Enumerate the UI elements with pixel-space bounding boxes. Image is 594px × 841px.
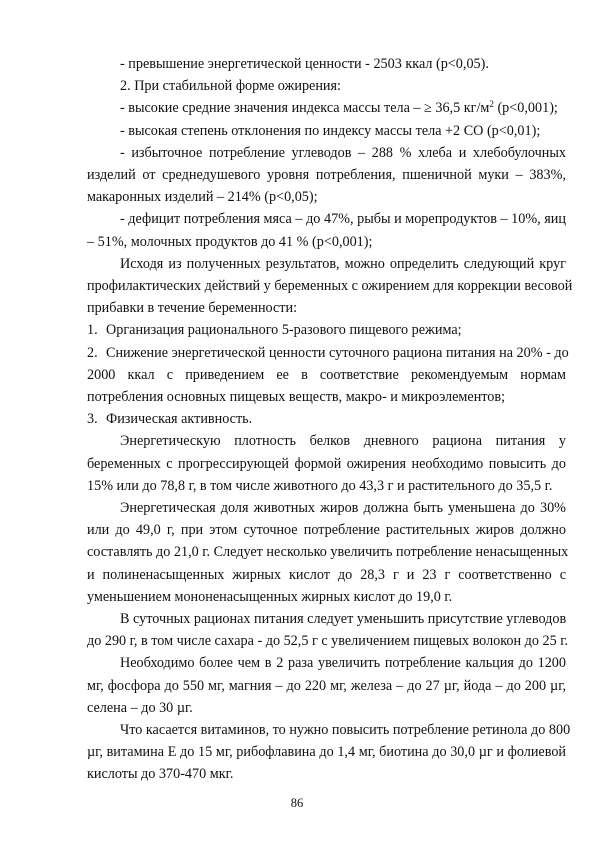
text-line: и полиненасыщенных жирных кислот до 28,3 г и 23 г соответственно с bbox=[87, 566, 566, 583]
text-segment: - высокие средние значения индекса массы тела – ≥ 36,5 кг/м bbox=[120, 100, 490, 117]
text-line: Исходя из полученных результатов, можно определить следующий круг bbox=[120, 255, 566, 272]
text-line: Что касается витаминов, то нужно повысить потребление ретинола до 800 bbox=[120, 722, 571, 738]
text-line: Энергетическая доля животных жиров должна быть уменьшена до 30% bbox=[120, 500, 566, 516]
text-line: прибавки в течение беременности: bbox=[87, 300, 298, 317]
list-item-number: 2. bbox=[87, 344, 98, 361]
text-line: беременных с прогрессирующей формой ожирения необходимо повысить до bbox=[87, 455, 566, 472]
list-item-number: 1. bbox=[87, 322, 98, 339]
list-item-text: Организация рационального 5-разового пищевого режима; bbox=[106, 322, 462, 339]
text-line: – 51%, молочных продуктов до 41 % (p<0,001); bbox=[87, 233, 373, 250]
text-line: В суточных рационах питания следует уменьшить присутствие углеводов bbox=[120, 611, 567, 627]
text-line: µг, витамина Е до 15 мг, рибофлавина до 1,4 мг, биотина до 30,0 µг и фолиевой bbox=[87, 744, 566, 761]
text-line: - избыточное потребление углеводов – 288 % хлеба и хлебобулочных bbox=[120, 144, 566, 161]
text-line: кислоты до 370-470 мкг. bbox=[87, 766, 234, 783]
text-line: потребления основных пищевых веществ, макро- и микроэлементов; bbox=[87, 389, 506, 405]
text-line: до 290 г, в том числе сахара - до 52,5 г с увеличением пищевых волокон до 25 г. bbox=[87, 633, 569, 650]
text-line: макаронных изделий – 214% (p<0,05); bbox=[87, 189, 318, 206]
text-line: селена – до 30 µг. bbox=[87, 699, 193, 716]
text-line: 15% или до 78,8 г, в том числе животного до 43,3 г и растительного до 35,5 г. bbox=[87, 477, 553, 494]
list-item-number: 3. bbox=[87, 411, 98, 428]
text-line bbox=[120, 99, 558, 117]
text-line: Необходимо более чем в 2 раза увеличить потребление кальция до 1200 bbox=[120, 655, 566, 672]
text-line: мг, фосфора до 550 мг, магния – до 220 мг, железа – до 27 µг, йода – до 200 µг, bbox=[87, 677, 566, 694]
text-line: составлять до 21,0 г. Следует несколько увеличить потребление ненасыщенных bbox=[87, 544, 569, 561]
text-line: 2. При стабильной форме ожирения: bbox=[120, 78, 341, 95]
text-line: профилактических действий у беременных с ожирением для коррекции весовой bbox=[87, 278, 573, 294]
text-line: - высокая степень отклонения по индексу массы тела +2 СО (p<0,01); bbox=[120, 122, 541, 139]
text-line: - дефицит потребления мяса – до 47%, рыбы и морепродуктов – 10%, яиц bbox=[120, 211, 566, 228]
text-line: Энергетическую плотность белков дневного рациона питания у bbox=[120, 433, 566, 450]
text-line: уменьшением мононенасыщенных жирных кислот до 19,0 г. bbox=[87, 588, 453, 605]
list-item-text: Снижение энергетической ценности суточного рациона питания на 20% - до bbox=[106, 344, 569, 361]
superscript: 2 bbox=[489, 99, 494, 110]
text-line: или до 49,0 г, при этом суточное потребление растительных жиров должно bbox=[87, 522, 566, 539]
page-number: 86 bbox=[290, 796, 304, 811]
text-line: 2000 ккал с приведением ее в соответствие рекомендуемым нормам bbox=[87, 366, 566, 383]
text-line: - превышение энергетической ценности - 2503 ккал (p<0,05). bbox=[120, 56, 489, 72]
text-line: изделий от среднедушевого уровня потребления, пшеничной муки – 383%, bbox=[87, 167, 566, 183]
list-item-text: Физическая активность. bbox=[106, 411, 253, 428]
text-segment: (p<0,001); bbox=[493, 100, 558, 117]
